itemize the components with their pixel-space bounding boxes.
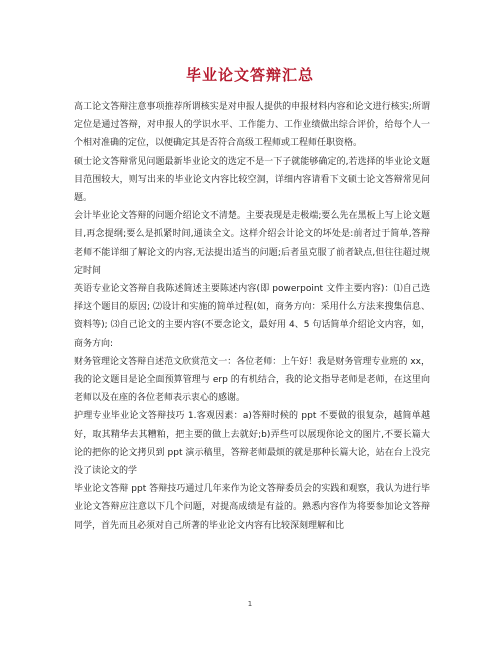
paragraph-english-major-defense: 英语专业论文答辩自我陈述简述主要陈述内容(即 powerpoint 文件主要内容)：⑴自己选择这个题目的原因; ⑵设计和实施的简单过程(如，商务方向：采用什么方法来搜集信息、资料等); ⑶自己论文的主要内容(不要念论文，最好用 4、5 句话简单介绍论文内容，如，商务方向: bbox=[74, 284, 430, 349]
paragraph-master-thesis-questions: 硕士论文答辩常见问题最新毕业论文的选定不是一下子就能够确定的,若选择的毕业论文题目范围较大，则写出来的毕业论文内容比较空洞，详细内容请看下文硕士论文答辩常见问题。 bbox=[74, 156, 430, 204]
document-body bbox=[74, 98, 430, 535]
paragraph-accounting-defense: 会计毕业论文答辩的问题介绍论文不清楚。主要表现是走极端;要么先在黑板上写上论文题目,再念提纲;要么是抓紧时间,通读全文。这样介绍会计论文的坏处是:前者过于简单,答辩老师不能详细了解论文的内容,无法提出适当的问题;后者虽克服了前者缺点,但往往超过规定时间 bbox=[74, 211, 430, 276]
paragraph-ppt-defense-tips: 毕业论文答辩 ppt 答辩技巧通过几年来作为论文答辩委员会的实践和观察，我认为进行毕业论文答辩应注意以下几个问题，对提高成绩是有益的。熟悉内容作为将要参加论文答辩同学，首先而且必须对自己所著的毕业论文内容有比较深刻理解和比 bbox=[74, 484, 430, 531]
paragraph-senior-engineer-defense: 高工论文答辩注意事项推荐所谓核实是对申报人提供的申报材料内容和论文进行核实;所谓定位是通过答辩，对申报人的学识水平、工作能力、工作业绩做出综合评价，给每个人一个相对准确的定位，以便确定其是否符合高级工程师或工程师任职资格。 bbox=[74, 102, 430, 149]
paragraph-finance-management-defense: 财务管理论文答辩自述范文欣赏范文一：各位老师：上午好！我是财务管理专业班的 xx，我的论文题目是论全面预算管理与 erp 的有机结合，我的论文指导老师是老师，在这里向老师以及在座的各位老师表示衷心的感谢。 bbox=[74, 356, 430, 404]
page-number: 1 bbox=[247, 600, 253, 608]
paragraph-nursing-defense-tips: 护理专业毕业论文答辩技巧 1.客观因素：a)答辩时候的 ppt 不要做的很复杂，越简单越好，取其精华去其糟粕，把主要的做上去就好;b)弄些可以展现你论文的图片,不要长篇大论的把你的论文拷贝到 ppt 演示稿里，答辩老师最烦的就是那种长篇大论，站在台上没完没了读论文的学 bbox=[74, 411, 430, 477]
document-title: 毕业论文答辩汇总 bbox=[185, 66, 314, 84]
